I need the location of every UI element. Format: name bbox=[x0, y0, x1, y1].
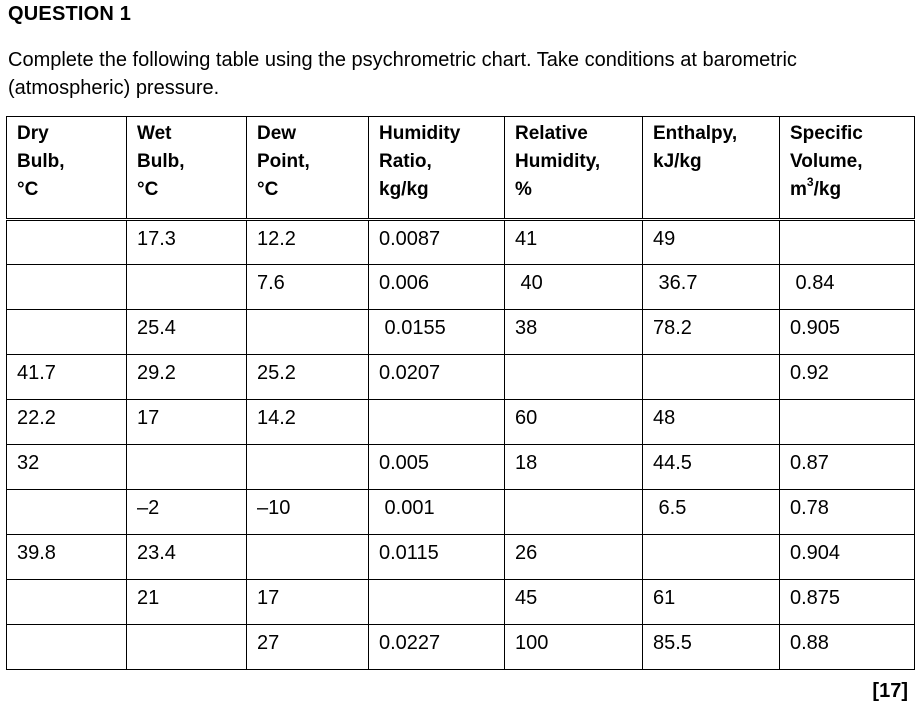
header-dew-point bbox=[247, 117, 369, 220]
cell-wet-bulb: 17.3 bbox=[127, 220, 247, 265]
cell-relative-humidity: 60 bbox=[505, 400, 643, 445]
cell-dry-bulb bbox=[7, 310, 127, 355]
cell-dew-point: –10 bbox=[247, 490, 369, 535]
cell-humidity-ratio bbox=[369, 580, 505, 625]
cell-wet-bulb: 17 bbox=[127, 400, 247, 445]
cell-dry-bulb: 32 bbox=[7, 445, 127, 490]
cell-dew-point bbox=[247, 310, 369, 355]
cell-relative-humidity bbox=[505, 490, 643, 535]
header-humidity-ratio bbox=[369, 117, 505, 220]
cell-specific-volume: 0.87 bbox=[780, 445, 915, 490]
cell-relative-humidity: 45 bbox=[505, 580, 643, 625]
header-relative-humidity bbox=[505, 117, 643, 220]
cell-dew-point: 14.2 bbox=[247, 400, 369, 445]
cell-enthalpy: 61 bbox=[643, 580, 780, 625]
header-line bbox=[790, 176, 914, 204]
cell-humidity-ratio: 0.0115 bbox=[369, 535, 505, 580]
cell-enthalpy bbox=[643, 535, 780, 580]
cell-specific-volume: 0.78 bbox=[780, 490, 915, 535]
cell-dew-point: 25.2 bbox=[247, 355, 369, 400]
header-line: Wet bbox=[137, 123, 172, 144]
cell-wet-bulb bbox=[127, 445, 247, 490]
cell-humidity-ratio: 0.0087 bbox=[369, 220, 505, 265]
cell-dry-bulb: 41.7 bbox=[7, 355, 127, 400]
cell-wet-bulb bbox=[127, 625, 247, 670]
header-line: Bulb, bbox=[137, 151, 185, 172]
table-row bbox=[7, 400, 915, 445]
cell-specific-volume: 0.92 bbox=[780, 355, 915, 400]
table-row bbox=[7, 355, 915, 400]
cell-specific-volume bbox=[780, 400, 915, 445]
psychrometric-table bbox=[6, 116, 915, 670]
cell-dry-bulb bbox=[7, 580, 127, 625]
header-enthalpy bbox=[643, 117, 780, 220]
cell-dry-bulb bbox=[7, 490, 127, 535]
header-line: °C bbox=[137, 179, 159, 200]
cell-humidity-ratio: 0.001 bbox=[369, 490, 505, 535]
header-line: °C bbox=[17, 179, 39, 200]
header-line: kJ/kg bbox=[653, 151, 702, 172]
cell-enthalpy: 49 bbox=[643, 220, 780, 265]
header-wet-bulb bbox=[127, 117, 247, 220]
cell-enthalpy: 78.2 bbox=[643, 310, 780, 355]
header-line: % bbox=[515, 179, 532, 200]
header-line: Bulb, bbox=[17, 151, 65, 172]
cell-relative-humidity: 100 bbox=[505, 625, 643, 670]
cell-dry-bulb bbox=[7, 625, 127, 670]
cell-humidity-ratio: 0.0155 bbox=[369, 310, 505, 355]
cell-dew-point bbox=[247, 535, 369, 580]
cell-dry-bulb: 22.2 bbox=[7, 400, 127, 445]
header-line: Relative bbox=[515, 123, 588, 144]
cell-humidity-ratio: 0.0207 bbox=[369, 355, 505, 400]
unit-exponent: 3 bbox=[806, 174, 814, 189]
unit-base: m bbox=[790, 179, 807, 200]
cell-enthalpy: 36.7 bbox=[643, 265, 780, 310]
cell-specific-volume bbox=[780, 220, 915, 265]
header-line: Dry bbox=[17, 123, 49, 144]
header-line: Specific bbox=[790, 123, 863, 144]
cell-dry-bulb bbox=[7, 265, 127, 310]
header-line: Volume, bbox=[790, 151, 863, 172]
table-row bbox=[7, 445, 915, 490]
question-instruction: Complete the following table using the psychrometric chart. Take conditions at barometric (atmospheric) pressure. bbox=[8, 49, 797, 99]
cell-relative-humidity: 41 bbox=[505, 220, 643, 265]
cell-specific-volume: 0.904 bbox=[780, 535, 915, 580]
cell-specific-volume: 0.905 bbox=[780, 310, 915, 355]
cell-specific-volume: 0.875 bbox=[780, 580, 915, 625]
cell-wet-bulb: 23.4 bbox=[127, 535, 247, 580]
table-row bbox=[7, 265, 915, 310]
cell-dew-point bbox=[247, 445, 369, 490]
cell-relative-humidity: 40 bbox=[505, 265, 643, 310]
header-line: Dew bbox=[257, 123, 297, 144]
marks-total: [17] bbox=[872, 680, 908, 702]
cell-humidity-ratio bbox=[369, 400, 505, 445]
cell-wet-bulb: –2 bbox=[127, 490, 247, 535]
table-row bbox=[7, 625, 915, 670]
cell-wet-bulb: 29.2 bbox=[127, 355, 247, 400]
cell-relative-humidity: 26 bbox=[505, 535, 643, 580]
header-line: Humidity, bbox=[515, 151, 601, 172]
cell-specific-volume: 0.84 bbox=[780, 265, 915, 310]
table-row bbox=[7, 490, 915, 535]
cell-dry-bulb: 39.8 bbox=[7, 535, 127, 580]
table-body bbox=[7, 220, 915, 670]
cell-humidity-ratio: 0.0227 bbox=[369, 625, 505, 670]
cell-enthalpy: 48 bbox=[643, 400, 780, 445]
question-title: QUESTION 1 bbox=[8, 3, 132, 25]
table-row bbox=[7, 220, 915, 265]
table-row bbox=[7, 580, 915, 625]
cell-relative-humidity: 38 bbox=[505, 310, 643, 355]
cell-dew-point: 27 bbox=[247, 625, 369, 670]
header-line: Point, bbox=[257, 151, 310, 172]
cell-enthalpy: 6.5 bbox=[643, 490, 780, 535]
header-specific-volume bbox=[780, 117, 915, 220]
table-header-row bbox=[7, 117, 915, 220]
cell-humidity-ratio: 0.006 bbox=[369, 265, 505, 310]
cell-relative-humidity: 18 bbox=[505, 445, 643, 490]
cell-enthalpy bbox=[643, 355, 780, 400]
header-line: Humidity bbox=[379, 123, 461, 144]
table-row bbox=[7, 310, 915, 355]
cell-humidity-ratio: 0.005 bbox=[369, 445, 505, 490]
header-dry-bulb bbox=[7, 117, 127, 220]
cell-dew-point: 7.6 bbox=[247, 265, 369, 310]
table-row bbox=[7, 535, 915, 580]
cell-wet-bulb: 21 bbox=[127, 580, 247, 625]
cell-wet-bulb: 25.4 bbox=[127, 310, 247, 355]
header-line: °C bbox=[257, 179, 279, 200]
cell-dew-point: 17 bbox=[247, 580, 369, 625]
unit-suffix: /kg bbox=[813, 179, 842, 200]
cell-dew-point: 12.2 bbox=[247, 220, 369, 265]
cell-enthalpy: 44.5 bbox=[643, 445, 780, 490]
header-line: Ratio, bbox=[379, 151, 432, 172]
cell-specific-volume: 0.88 bbox=[780, 625, 915, 670]
cell-enthalpy: 85.5 bbox=[643, 625, 780, 670]
cell-dry-bulb bbox=[7, 220, 127, 265]
cell-wet-bulb bbox=[127, 265, 247, 310]
header-line: kg/kg bbox=[379, 179, 429, 200]
cell-relative-humidity bbox=[505, 355, 643, 400]
header-line: Enthalpy, bbox=[653, 123, 738, 144]
